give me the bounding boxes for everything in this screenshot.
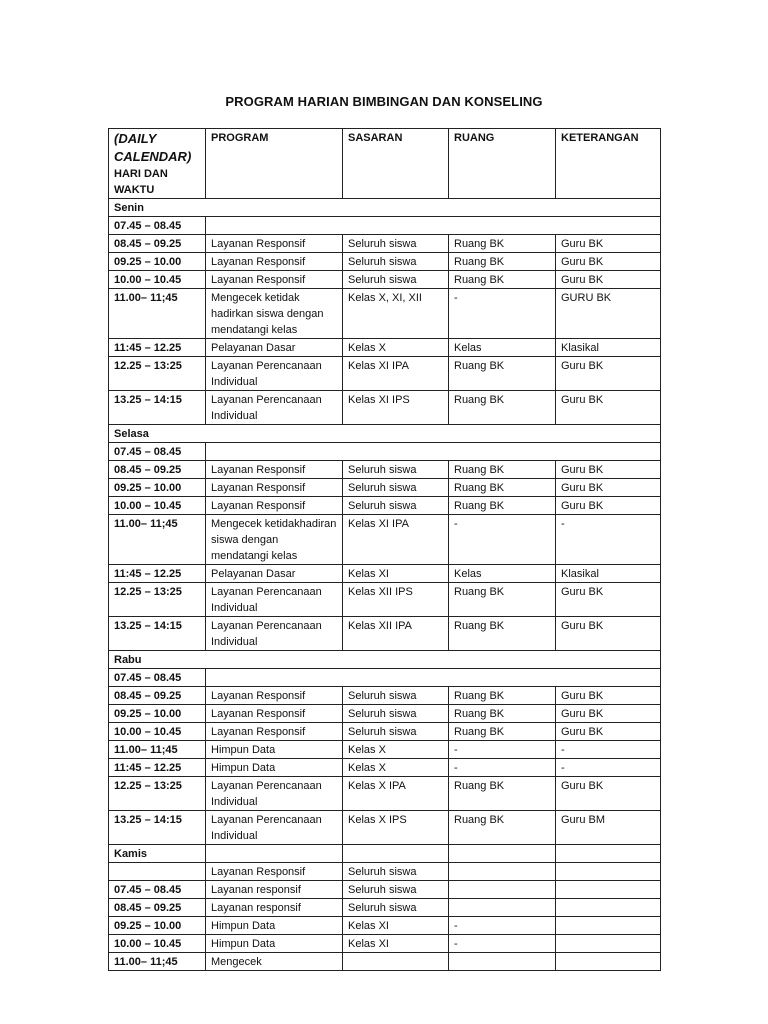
- time-cell: 10.00 – 10.45: [109, 723, 206, 741]
- table-row: [109, 617, 661, 651]
- program-cell: Pelayanan Dasar: [206, 565, 343, 583]
- ruang-cell: Ruang BK: [449, 583, 556, 617]
- table-row: [109, 565, 661, 583]
- header-sasaran: SASARAN: [343, 129, 449, 199]
- sasaran-cell: Seluruh siswa: [343, 687, 449, 705]
- ruang-cell: -: [449, 515, 556, 565]
- empty-cell: [556, 845, 661, 863]
- day-row: [109, 425, 661, 443]
- table-row: [109, 953, 661, 971]
- table-row: [109, 863, 661, 881]
- ruang-cell: -: [449, 935, 556, 953]
- page-title: PROGRAM HARIAN BIMBINGAN DAN KONSELING: [225, 94, 543, 109]
- sasaran-cell: Seluruh siswa: [343, 253, 449, 271]
- keterangan-cell: [556, 899, 661, 917]
- day-label: Rabu: [109, 651, 661, 669]
- keterangan-cell: Guru BM: [556, 811, 661, 845]
- sasaran-cell: Kelas X IPA: [343, 777, 449, 811]
- time-cell: 12.25 – 13:25: [109, 583, 206, 617]
- sasaran-cell: Seluruh siswa: [343, 863, 449, 881]
- program-cell: Layanan Responsif: [206, 687, 343, 705]
- program-cell: Pelayanan Dasar: [206, 339, 343, 357]
- table-row: [109, 217, 661, 235]
- sasaran-cell: Seluruh siswa: [343, 271, 449, 289]
- table-row: [109, 917, 661, 935]
- program-cell: Layanan Responsif: [206, 497, 343, 515]
- program-cell: Layanan Perencanaan Individual: [206, 811, 343, 845]
- sasaran-cell: Seluruh siswa: [343, 497, 449, 515]
- table-row: [109, 759, 661, 777]
- sasaran-cell: Kelas X, XI, XII: [343, 289, 449, 339]
- ruang-cell: Ruang BK: [449, 253, 556, 271]
- ruang-cell: -: [449, 917, 556, 935]
- sasaran-cell: Seluruh siswa: [343, 479, 449, 497]
- time-cell: 09.25 – 10.00: [109, 253, 206, 271]
- time-cell: 07.45 – 08.45: [109, 881, 206, 899]
- table-row: [109, 583, 661, 617]
- table-row: [109, 357, 661, 391]
- keterangan-cell: [556, 863, 661, 881]
- header-hari-dan-waktu: HARI DAN WAKTU: [114, 168, 168, 196]
- ruang-cell: Kelas: [449, 565, 556, 583]
- sasaran-cell: Seluruh siswa: [343, 705, 449, 723]
- keterangan-cell: GURU BK: [556, 289, 661, 339]
- header-keterangan: KETERANGAN: [556, 129, 661, 199]
- table-row: [109, 741, 661, 759]
- time-cell: 10.00 – 10.45: [109, 935, 206, 953]
- time-cell: 10.00 – 10.45: [109, 271, 206, 289]
- time-cell: 12.25 – 13:25: [109, 357, 206, 391]
- table-row: [109, 461, 661, 479]
- program-cell: Layanan Responsif: [206, 705, 343, 723]
- keterangan-cell: Guru BK: [556, 705, 661, 723]
- day-row: [109, 651, 661, 669]
- ruang-cell: [449, 863, 556, 881]
- empty-cell: [206, 845, 343, 863]
- program-cell: Layanan Responsif: [206, 479, 343, 497]
- table-row: [109, 289, 661, 339]
- program-cell: Himpun Data: [206, 935, 343, 953]
- schedule-table: [108, 128, 661, 971]
- ruang-cell: Ruang BK: [449, 357, 556, 391]
- keterangan-cell: Guru BK: [556, 253, 661, 271]
- day-label: Selasa: [109, 425, 661, 443]
- keterangan-cell: Guru BK: [556, 687, 661, 705]
- program-cell: Layanan Perencanaan Individual: [206, 777, 343, 811]
- day-row: [109, 199, 661, 217]
- table-row: [109, 705, 661, 723]
- time-cell: 09.25 – 10.00: [109, 479, 206, 497]
- program-cell: Mengecek: [206, 953, 343, 971]
- table-row: [109, 497, 661, 515]
- day-row: [109, 845, 661, 863]
- table-row: [109, 515, 661, 565]
- ruang-cell: Ruang BK: [449, 777, 556, 811]
- program-cell: Layanan Responsif: [206, 235, 343, 253]
- sasaran-cell: Kelas X: [343, 759, 449, 777]
- ruang-cell: [449, 953, 556, 971]
- table-header-row: [109, 129, 661, 199]
- ruang-cell: Ruang BK: [449, 705, 556, 723]
- sasaran-cell: Kelas XI: [343, 917, 449, 935]
- empty-cell: [206, 217, 661, 235]
- keterangan-cell: [556, 953, 661, 971]
- empty-cell: [449, 845, 556, 863]
- table-row: [109, 443, 661, 461]
- sasaran-cell: Kelas X IPS: [343, 811, 449, 845]
- ruang-cell: -: [449, 759, 556, 777]
- keterangan-cell: Guru BK: [556, 235, 661, 253]
- sasaran-cell: Kelas XI IPS: [343, 391, 449, 425]
- sasaran-cell: Kelas XII IPS: [343, 583, 449, 617]
- header-ruang: RUANG: [449, 129, 556, 199]
- ruang-cell: Ruang BK: [449, 723, 556, 741]
- ruang-cell: -: [449, 741, 556, 759]
- time-cell: 08.45 – 09.25: [109, 235, 206, 253]
- keterangan-cell: -: [556, 741, 661, 759]
- table-row: [109, 881, 661, 899]
- program-cell: Himpun Data: [206, 759, 343, 777]
- sasaran-cell: Kelas XII IPA: [343, 617, 449, 651]
- sasaran-cell: Kelas X: [343, 741, 449, 759]
- sasaran-cell: Kelas XI IPA: [343, 357, 449, 391]
- table-row: [109, 899, 661, 917]
- program-cell: Layanan Responsif: [206, 863, 343, 881]
- empty-cell: [206, 669, 661, 687]
- keterangan-cell: Guru BK: [556, 777, 661, 811]
- keterangan-cell: Guru BK: [556, 583, 661, 617]
- ruang-cell: Ruang BK: [449, 497, 556, 515]
- keterangan-cell: Guru BK: [556, 479, 661, 497]
- ruang-cell: Ruang BK: [449, 617, 556, 651]
- ruang-cell: -: [449, 289, 556, 339]
- header-daily-calendar: (DAILY CALENDAR): [114, 131, 192, 164]
- header-program: PROGRAM: [206, 129, 343, 199]
- program-cell: Mengecek ketidak hadirkan siswa dengan mendatangi kelas: [206, 289, 343, 339]
- ruang-cell: Ruang BK: [449, 271, 556, 289]
- time-cell: 09.25 – 10.00: [109, 705, 206, 723]
- ruang-cell: Kelas: [449, 339, 556, 357]
- ruang-cell: Ruang BK: [449, 461, 556, 479]
- header-hari-waktu: [109, 129, 206, 199]
- day-label: Senin: [109, 199, 661, 217]
- time-cell: 08.45 – 09.25: [109, 899, 206, 917]
- sasaran-cell: Seluruh siswa: [343, 235, 449, 253]
- time-cell: 08.45 – 09.25: [109, 461, 206, 479]
- program-cell: Layanan Responsif: [206, 461, 343, 479]
- sasaran-cell: [343, 953, 449, 971]
- keterangan-cell: -: [556, 515, 661, 565]
- time-cell: 11.00– 11;45: [109, 515, 206, 565]
- time-cell: 11.00– 11;45: [109, 289, 206, 339]
- keterangan-cell: Guru BK: [556, 723, 661, 741]
- sasaran-cell: Kelas X: [343, 339, 449, 357]
- keterangan-cell: Klasikal: [556, 339, 661, 357]
- table-row: [109, 723, 661, 741]
- table-row: [109, 339, 661, 357]
- program-cell: Layanan Perencanaan Individual: [206, 391, 343, 425]
- program-cell: Layanan Perencanaan Individual: [206, 583, 343, 617]
- table-row: [109, 669, 661, 687]
- ruang-cell: Ruang BK: [449, 235, 556, 253]
- sasaran-cell: Kelas XI: [343, 565, 449, 583]
- program-cell: Layanan Responsif: [206, 271, 343, 289]
- time-cell: 09.25 – 10.00: [109, 917, 206, 935]
- keterangan-cell: [556, 935, 661, 953]
- table-row: [109, 253, 661, 271]
- keterangan-cell: Guru BK: [556, 271, 661, 289]
- keterangan-cell: Guru BK: [556, 497, 661, 515]
- time-cell: 13.25 – 14:15: [109, 617, 206, 651]
- time-cell: 13.25 – 14:15: [109, 391, 206, 425]
- ruang-cell: Ruang BK: [449, 479, 556, 497]
- sasaran-cell: Kelas XI: [343, 935, 449, 953]
- program-cell: Layanan responsif: [206, 881, 343, 899]
- time-cell: 10.00 – 10.45: [109, 497, 206, 515]
- program-cell: Himpun Data: [206, 741, 343, 759]
- sasaran-cell: Seluruh siswa: [343, 461, 449, 479]
- time-cell: 11:45 – 12.25: [109, 339, 206, 357]
- ruang-cell: Ruang BK: [449, 687, 556, 705]
- empty-cell: [343, 845, 449, 863]
- time-cell: 08.45 – 09.25: [109, 687, 206, 705]
- program-cell: Mengecek ketidakhadiran siswa dengan mendatangi kelas: [206, 515, 343, 565]
- table-row: [109, 271, 661, 289]
- time-cell: 13.25 – 14:15: [109, 811, 206, 845]
- day-label: Kamis: [109, 845, 206, 863]
- table-row: [109, 777, 661, 811]
- time-cell: 11.00– 11;45: [109, 953, 206, 971]
- program-cell: Himpun Data: [206, 917, 343, 935]
- program-cell: Layanan Perencanaan Individual: [206, 357, 343, 391]
- schedule-body: [109, 199, 661, 971]
- keterangan-cell: Klasikal: [556, 565, 661, 583]
- ruang-cell: [449, 899, 556, 917]
- table-row: [109, 935, 661, 953]
- table-row: [109, 391, 661, 425]
- time-cell: 11:45 – 12.25: [109, 759, 206, 777]
- ruang-cell: [449, 881, 556, 899]
- program-cell: Layanan responsif: [206, 899, 343, 917]
- time-cell: [109, 863, 206, 881]
- time-cell: 12.25 – 13:25: [109, 777, 206, 811]
- sasaran-cell: Seluruh siswa: [343, 881, 449, 899]
- time-cell: 11.00– 11;45: [109, 741, 206, 759]
- ruang-cell: Ruang BK: [449, 811, 556, 845]
- table-row: [109, 811, 661, 845]
- empty-cell: [206, 443, 661, 461]
- program-cell: Layanan Responsif: [206, 723, 343, 741]
- keterangan-cell: [556, 881, 661, 899]
- keterangan-cell: Guru BK: [556, 357, 661, 391]
- time-cell: 07.45 – 08.45: [109, 669, 206, 687]
- time-cell: 07.45 – 08.45: [109, 443, 206, 461]
- table-row: [109, 235, 661, 253]
- ruang-cell: Ruang BK: [449, 391, 556, 425]
- table-row: [109, 687, 661, 705]
- sasaran-cell: Kelas XI IPA: [343, 515, 449, 565]
- keterangan-cell: Guru BK: [556, 461, 661, 479]
- keterangan-cell: -: [556, 759, 661, 777]
- keterangan-cell: Guru BK: [556, 391, 661, 425]
- program-cell: Layanan Responsif: [206, 253, 343, 271]
- table-row: [109, 479, 661, 497]
- sasaran-cell: Seluruh siswa: [343, 899, 449, 917]
- program-cell: Layanan Perencanaan Individual: [206, 617, 343, 651]
- time-cell: 07.45 – 08.45: [109, 217, 206, 235]
- keterangan-cell: [556, 917, 661, 935]
- sasaran-cell: Seluruh siswa: [343, 723, 449, 741]
- keterangan-cell: Guru BK: [556, 617, 661, 651]
- time-cell: 11:45 – 12.25: [109, 565, 206, 583]
